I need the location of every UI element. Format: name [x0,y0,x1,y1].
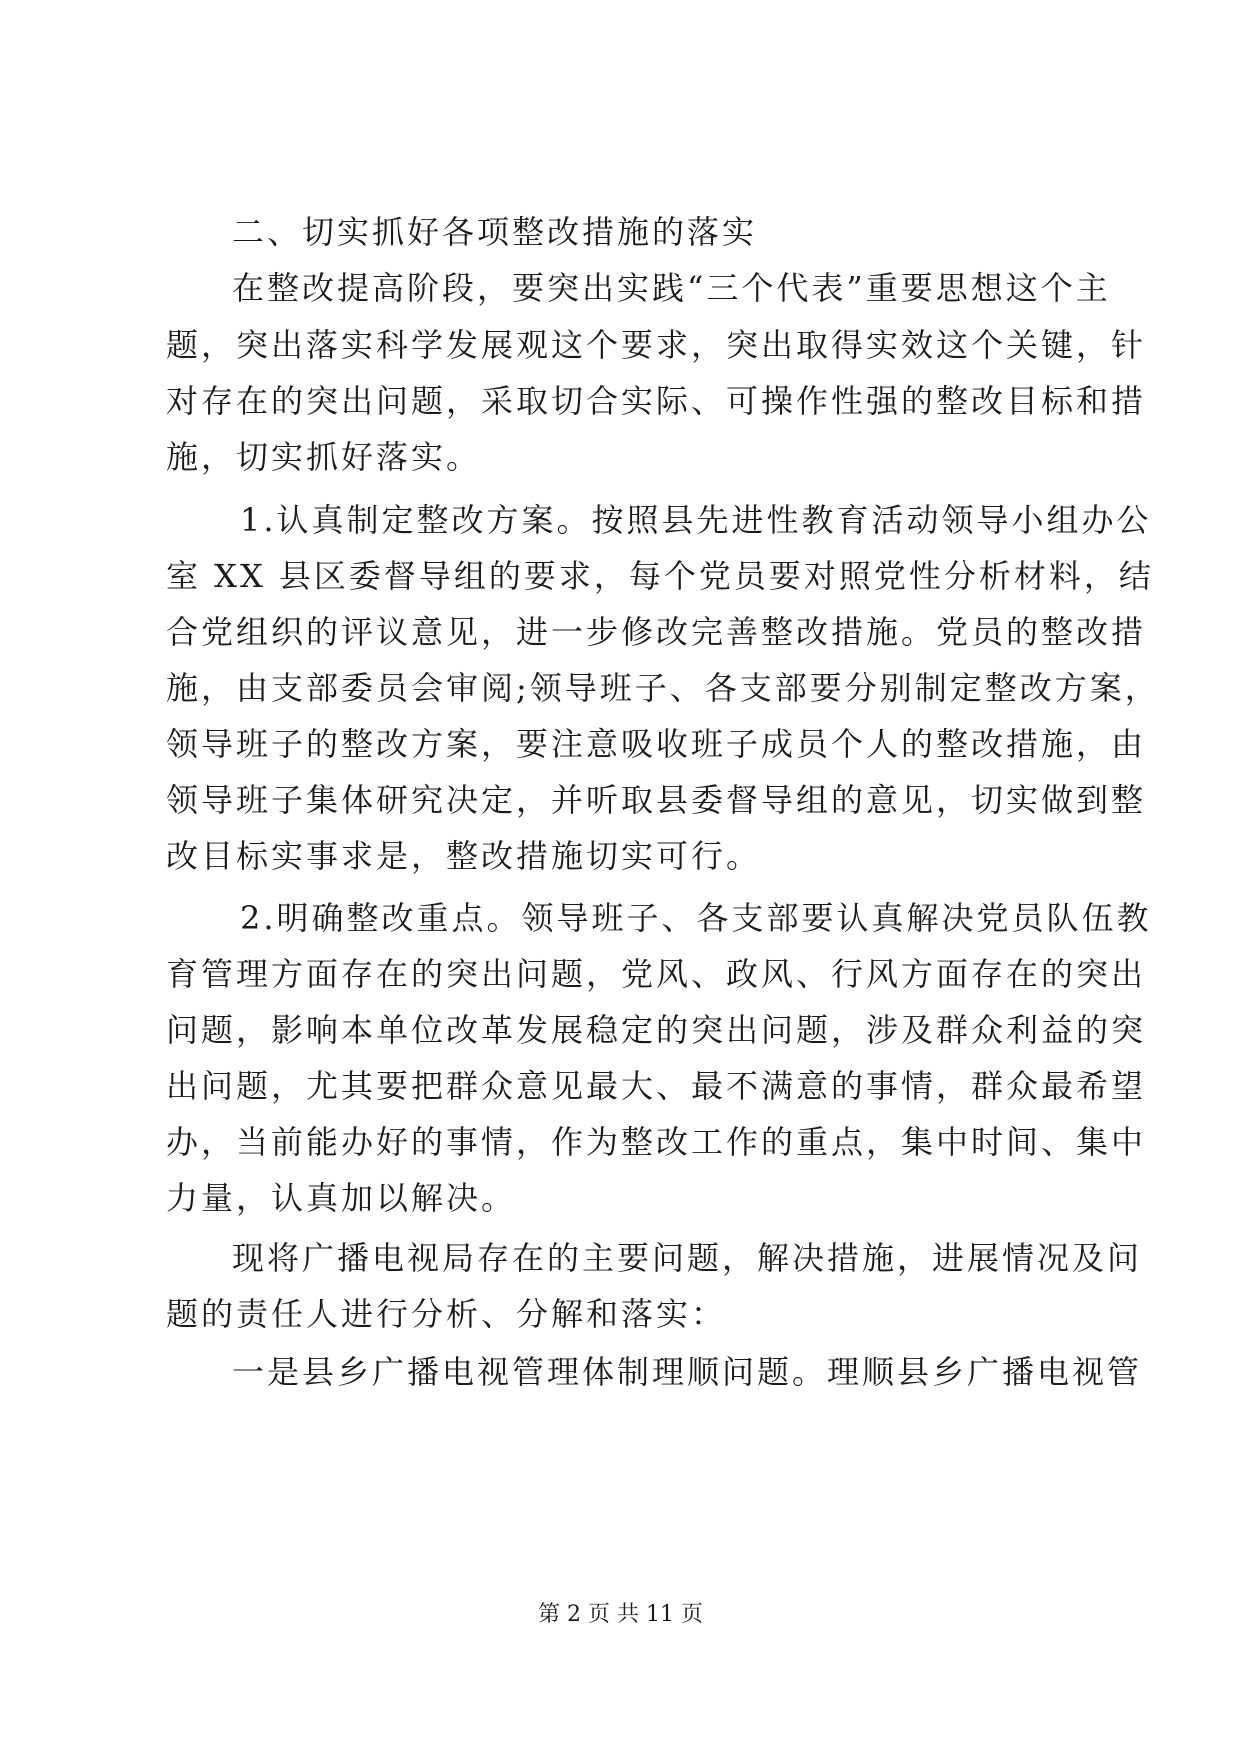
paragraph-line: 1.认真制定整改方案。按照县先进性教育活动领导小组办公 [240,501,1152,539]
paragraph-line: 题，突出落实科学发展观这个要求，突出取得实效这个关键，针 [166,326,1147,364]
paragraph-line: 现将广播电视局存在的主要问题，解决措施，进展情况及问 [232,1239,1143,1277]
paragraph-line: 改目标实事求是，整改措施切实可行。 [166,837,762,875]
page-number-footer: 第 2 页 共 11 页 [538,1602,703,1627]
paragraph-line: 育管理方面存在的突出问题，党风、政风、行风方面存在的突出 [166,955,1147,993]
paragraph-line: 办，当前能办好的事情，作为整改工作的重点，集中时间、集中 [166,1123,1147,1161]
paragraph-line: 室 XX 县区委督导组的要求，每个党员要对照党性分析材料，结 [166,557,1154,595]
paragraph-line: 出问题，尤其要把群众意见最大、最不满意的事情，群众最希望 [166,1067,1147,1105]
paragraph-line: 题的责任人进行分析、分解和落实： [166,1295,727,1333]
paragraph-line: 领导班子集体研究决定，并听取县委督导组的意见，切实做到整 [166,781,1147,819]
paragraph-line: 力量，认真加以解决。 [166,1179,517,1217]
paragraph-line: 施，由支部委员会审阅;领导班子、各支部要分别制定整改方案， [166,669,1160,707]
paragraph-line: 2.明确整改重点。领导班子、各支部要认真解决党员队伍教 [240,899,1152,937]
paragraph-line: 问题，影响本单位改革发展稳定的突出问题，涉及群众利益的突 [166,1011,1147,1049]
paragraph-line: 一是县乡广播电视管理体制理顺问题。理顺县乡广播电视管 [232,1353,1143,1391]
paragraph-line: 在整改提高阶段，要突出实践“三个代表”重要思想这个主 [232,269,1111,307]
section-heading: 二、切实抓好各项整改措施的落实 [232,213,758,251]
paragraph-line: 合党组织的评议意见，进一步修改完善整改措施。党员的整改措 [166,613,1147,651]
paragraph-line: 对存在的突出问题，采取切合实际、可操作性强的整改目标和措 [166,382,1147,420]
paragraph-line: 施，切实抓好落实。 [166,438,482,476]
paragraph-line: 领导班子的整改方案，要注意吸收班子成员个人的整改措施，由 [166,725,1147,763]
